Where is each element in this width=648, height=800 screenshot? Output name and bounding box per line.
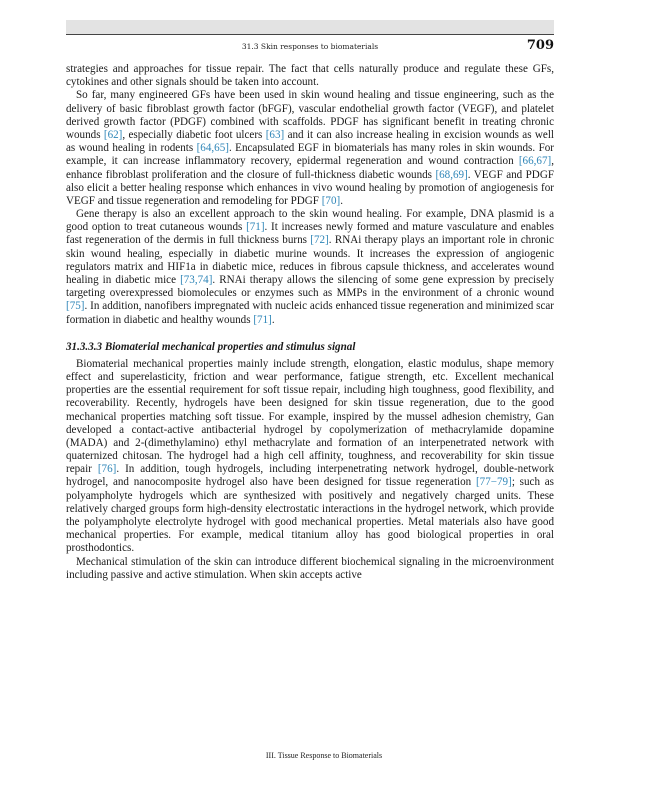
paragraph bbox=[66, 208, 554, 327]
header-band bbox=[66, 20, 554, 34]
paragraph bbox=[66, 556, 554, 582]
body-text bbox=[66, 63, 554, 582]
text-run: , especially diabetic foot ulcers bbox=[122, 128, 266, 141]
citation-link[interactable]: [62] bbox=[103, 128, 123, 141]
citation-link[interactable]: [76] bbox=[97, 463, 117, 476]
paragraph bbox=[66, 89, 554, 208]
citation-link[interactable]: [70] bbox=[321, 194, 341, 207]
text-run: Biomaterial mechanical properties mainly include strength, elongation, elastic modulus, shape memory effect and superelasticity, friction and wear performance, fatigue strength, etc. Excellent mechanical properties are the essential requirement for soft tissue repair, including high toughness, good flexibility, and recoverability. Recently, hydrogels have been designed for skin tissue regeneration, due to the good mechanical properties matching soft tissue. For example, inspired by the mussel adhesion chemistry, Gan developed a contact-active antibacterial hydrogel by copolymerization of methacrylamide dopamine (MADA) and 2-(dimethylamino) ethyl methacrylate and formation of an interpenetrated network with quaternized chitosan. The hydrogel had a high cell affinity, toughness, and recoverability for skin tissue repair bbox=[66, 357, 554, 476]
citation-link[interactable]: [68,69] bbox=[435, 168, 468, 181]
text-run: Mechanical stimulation of the skin can introduce different biochemical signaling in the microenvironment including passive and active stimulation. When skin accepts active bbox=[66, 555, 554, 581]
citation-link[interactable]: [64,65] bbox=[196, 142, 229, 155]
citation-link[interactable]: [75] bbox=[66, 300, 85, 313]
section-title: 31.3 Skin responses to biomaterials bbox=[241, 42, 379, 51]
citation-link[interactable]: [66,67] bbox=[518, 155, 552, 168]
citation-link[interactable]: [71] bbox=[246, 221, 265, 234]
paragraph bbox=[66, 63, 554, 89]
text-run: . In addition, tough hydrogels, including interpenetrating network hydrogel, double-network hydrogel, and nanocomposite hydrogel also have been designed for tissue regeneration bbox=[66, 463, 554, 489]
citation-link[interactable]: [72] bbox=[310, 234, 329, 247]
text-run: . RNAi therapy plays an important role in chronic skin wound healing, especially in diabetic murine wounds. It increases the expression of angiogenic regulators matrix and HIF1a in diabetic mice, reduces in fibrous capsule thickness, and accelerates wound healing in diabetic mice bbox=[66, 234, 554, 286]
subsection-heading: 31.3.3.3 Biomaterial mechanical properties and stimulus signal bbox=[66, 340, 356, 353]
citation-link[interactable]: [71] bbox=[253, 313, 272, 326]
text-run: . bbox=[271, 313, 275, 326]
text-run: . bbox=[340, 194, 343, 207]
text-run: . It increases newly formed and mature vasculature and enables fast regeneration of the dermis in full thickness burns bbox=[66, 221, 554, 247]
text-run: and it can also increase healing in excision wounds as well as wound healing in rodents bbox=[66, 128, 554, 155]
text-run: . In addition, nanofibers impregnated with nucleic acids enhanced tissue regeneration and minimized scar formation in diabetic and healthy wounds bbox=[66, 300, 554, 326]
text-run: . VEGF and PDGF also elicit a better healing response which enhances in vivo wound healing by promotion of angiogenesis for VEGF and tissue regeneration and remodeling for PDGF bbox=[66, 168, 554, 207]
header-rule bbox=[66, 34, 554, 35]
text-run: . RNAi therapy allows the silencing of some gene expression by precisely targeting overexpressed biomolecules or enzymes such as MMPs in the environment of a chronic wound bbox=[66, 274, 554, 300]
citation-link[interactable]: [77−79] bbox=[475, 476, 512, 489]
text-run: . Encapsulated EGF in biomaterials has many roles in skin wounds. For example, it can increase inflammatory recovery, epidermal regeneration and wound contraction bbox=[66, 142, 555, 168]
text-run: strategies and approaches for tissue repair. The fact that cells naturally produce and regulate these GFs, cytokines and other signals should be taken into account. bbox=[66, 63, 554, 89]
paragraph bbox=[66, 358, 554, 556]
footer: III. Tissue Response to Biomaterials bbox=[265, 751, 383, 760]
text-run: , enhance fibroblast proliferation and the closure of full-thickness diabetic wounds bbox=[66, 155, 554, 181]
citation-link[interactable]: [73,74] bbox=[180, 274, 213, 286]
text-run: Gene therapy is also an excellent approach to the skin wound healing. For example, DNA plasmid is a good option to treat cutaneous wounds bbox=[66, 208, 554, 234]
running-head bbox=[66, 40, 554, 56]
citation-link[interactable]: [63] bbox=[265, 128, 285, 141]
page-number: 709 bbox=[526, 38, 554, 53]
text-run: ; such as polyampholyte hydrogels which are synthesized with positively and negatively charged units. These relatively charged groups form high-density electrostatic interactions in the hydrogel network, which provide the polyampholyte electrolyte hydrogel with good mechanical properties. Metal materials also have good mechanical properties. For example, medical titanium alloy has good biological properties in oral prosthodontics. bbox=[66, 476, 554, 555]
text-run: So far, many engineered GFs have been used in skin wound healing and tissue engineering, such as the delivery of basic fibroblast growth factor (bFGF), vascular endothelial growth factor (VEGF), and platelet derived growth factor (PDGF) combined with scaffolds. PDGF has significant benefit in treating chronic wounds bbox=[66, 89, 554, 141]
